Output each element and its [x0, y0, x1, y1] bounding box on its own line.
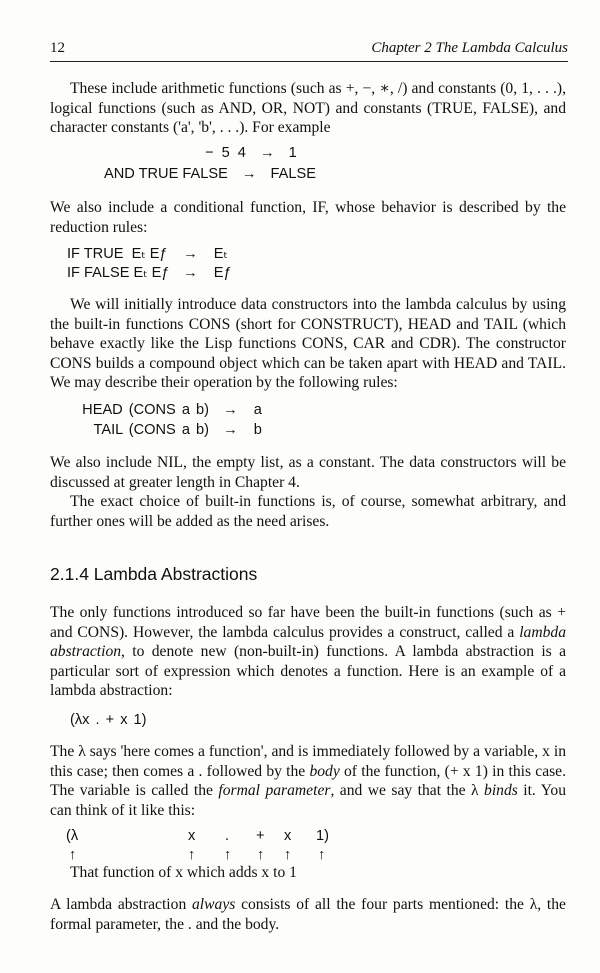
arrow-icon: →: [241, 166, 257, 182]
diagram-token-dot: .: [225, 828, 230, 844]
paragraph-5: The exact choice of built-in functions is, of course, somewhat arbitrary, and further ones will be added as the need arises.: [50, 493, 566, 530]
header-rule: [50, 61, 568, 62]
page-number: 12: [50, 40, 65, 56]
if-rule-1: [67, 245, 228, 262]
up-arrow-icon: ↑: [224, 847, 232, 863]
diagram-token-x: x: [188, 828, 196, 844]
if-rule-1-lhs: IF TRUE Eₜ Eƒ: [67, 246, 168, 262]
cons-rule-2-lhs: TAIL (CONS a b): [93, 422, 209, 438]
arrow-icon: →: [223, 422, 238, 438]
arrow-icon: →: [259, 145, 275, 161]
up-arrow-icon: ↑: [257, 847, 265, 863]
up-arrow-icon: ↑: [69, 847, 77, 863]
cons-rule-2: [67, 422, 262, 438]
diagram-token-plus: +: [256, 828, 265, 844]
example-2-lhs: AND TRUE FALSE: [104, 166, 228, 182]
paragraph-7-text-d: it. You can think of it like this:: [50, 782, 567, 819]
paragraph-7: [50, 742, 566, 820]
paragraph-2: We also include a conditional function, IF, whose behavior is described by the reduction rules:: [50, 199, 566, 236]
running-title: Chapter 2 The Lambda Calculus: [371, 40, 568, 56]
paragraph-6-text-a: The only functions introduced so far have been the built-in functions (such as + and CONS). However, the lambda calculus provides a construct, called a: [50, 604, 566, 641]
term-binds: binds: [484, 782, 518, 799]
up-arrow-icon: ↑: [318, 847, 326, 863]
diagram-token-x2: x: [284, 828, 292, 844]
cons-rule-1: [67, 402, 262, 418]
paragraph-8-text-b: consists of all the four parts mentioned: the λ, the formal parameter, the . and the body.: [50, 896, 566, 933]
up-arrow-icon: ↑: [188, 847, 196, 863]
arrow-icon: →: [223, 402, 238, 418]
if-rule-2-lhs: IF FALSE Eₜ Eƒ: [67, 265, 170, 281]
paragraph-3: We will initially introduce data constructors into the lambda calculus by using the built-in functions CONS (short for CONSTRUCT), HEAD and TAIL (which behave exactly like the Lisp functions CONS, CAR and CDR). The constructor CONS builds a compound object which can be taken apart with HEAD and TAIL. We may describe their operation by the following rules:: [50, 296, 566, 391]
example-1: [205, 145, 297, 161]
term-body: body: [309, 762, 340, 780]
paragraph-8-text-a: A lambda abstraction: [50, 896, 192, 913]
section-heading: 2.1.4 Lambda Abstractions: [50, 564, 258, 584]
lambda-example: (λx . + x 1): [70, 712, 147, 728]
arrow-icon: →: [183, 246, 198, 262]
cons-rule-1-rhs: a: [253, 402, 262, 418]
paragraph-6-text-b: , to denote new (non-built-in) functions. A lambda abstraction is a particular sort of expression which denotes a function. Here is an example of a lambda abstraction:: [50, 643, 566, 699]
diagram-caption: That function of x which adds x to 1: [70, 864, 297, 881]
example-2-rhs: FALSE: [270, 166, 316, 182]
diagram-token-one: 1): [316, 828, 329, 844]
example-1-rhs: 1: [288, 145, 297, 161]
diagram-token-lambda: (λ: [66, 828, 79, 844]
paragraph-7-text-b: of the function, (+ x 1) in this case. The variable is called the: [50, 762, 566, 799]
if-rule-2-rhs: Eƒ: [213, 265, 232, 281]
example-1-lhs: − 5 4: [205, 145, 246, 161]
paragraph-7-text-c: , and we say that the λ: [330, 782, 485, 799]
paragraph-6: [50, 603, 566, 701]
cons-rule-2-rhs: b: [253, 422, 262, 438]
paragraph-4: We also include NIL, the empty list, as a constant. The data constructors will be discussed at greater length in Chapter 4.: [50, 454, 566, 491]
arrow-icon: →: [183, 265, 198, 281]
term-formal-parameter: formal parameter: [218, 782, 331, 799]
paragraph-7-text-a: The λ says 'here comes a function', and is immediately followed by a variable, x in this case; then comes a . followed by the: [50, 743, 566, 780]
term-lambda-abstraction: lambda abstraction: [50, 623, 566, 660]
example-2: [104, 166, 316, 182]
paragraph-8: [50, 895, 566, 934]
term-always: always: [192, 896, 236, 913]
if-rule-1-rhs: Eₜ: [213, 246, 228, 262]
up-arrow-icon: ↑: [284, 847, 292, 863]
cons-rule-1-lhs: HEAD (CONS a b): [82, 402, 209, 418]
if-rule-2: [67, 264, 232, 281]
paragraph-1: These include arithmetic functions (such as +, −, ∗, /) and constants (0, 1, . . .), logical functions (such as AND, OR, NOT) and constants (TRUE, FALSE), and character constants ('a', 'b', . . .). For example: [50, 80, 566, 136]
